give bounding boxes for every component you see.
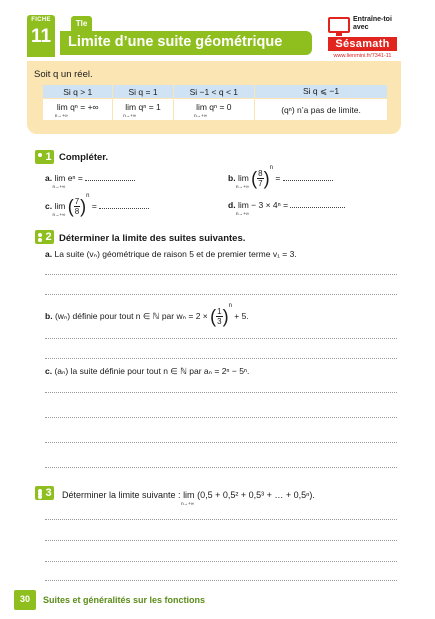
level-dot-icon — [38, 238, 42, 242]
denominator: 3 — [217, 317, 222, 327]
exercise-1c: c. lim n→+∞ ( $\frac{7}{8}$ )$^n$ = — [45, 193, 149, 217]
exercise-2-badge — [35, 230, 54, 244]
exercise-1-badge — [35, 150, 54, 164]
lim-subscript: n→+∞ — [194, 112, 207, 118]
item-text: + 5. — [234, 311, 249, 321]
level-dot-icon — [38, 495, 42, 499]
level-dot-icon — [38, 233, 42, 237]
definition-intro: Soit q un réel. — [34, 69, 93, 80]
answer-line[interactable] — [45, 417, 397, 418]
cell-expr: lim qⁿ = +∞ — [56, 101, 99, 112]
definition-box — [27, 61, 401, 134]
item-label: c. — [45, 366, 53, 376]
sesamath-link[interactable] — [328, 16, 397, 62]
cell-expr: (qⁿ) n’a pas de limite. — [281, 104, 361, 115]
item-label: b. — [228, 173, 236, 183]
answer-line[interactable] — [45, 540, 397, 541]
denominator: 7 — [258, 179, 263, 189]
exponent: n — [86, 193, 90, 199]
equals-sign: = — [91, 201, 97, 211]
table-cell — [255, 99, 388, 121]
lim-word: lim — [237, 173, 249, 183]
chapter-title: Suites et généralités sur les fonctions — [43, 595, 206, 605]
definition-table — [42, 84, 388, 121]
table-cell — [173, 99, 255, 121]
item-expr: lim − 3 × 4ⁿ = — [237, 200, 289, 210]
lim-word: lim — [54, 201, 66, 211]
table-cell — [113, 99, 173, 121]
table-header: Si q = 1 — [113, 85, 173, 99]
answer-blank[interactable] — [283, 180, 333, 181]
fiche-tab — [27, 15, 55, 57]
exercise-3-badge — [35, 486, 54, 500]
item-text: (aₙ) la suite définie pour tout n ∈ ℕ par aₙ = 2ⁿ − 5ⁿ. — [54, 366, 250, 376]
answer-line[interactable] — [45, 561, 397, 562]
exercise-2a — [45, 249, 297, 260]
exercise-1-title: Compléter. — [59, 152, 109, 163]
page-number-box — [14, 590, 36, 610]
item-label: d. — [228, 200, 236, 210]
fiche-number: 11 — [30, 26, 52, 47]
monitor-stand-icon — [336, 33, 342, 36]
exercise-1a — [45, 173, 135, 189]
lim-subscript: n→+∞ — [235, 184, 249, 189]
exercise-2c — [45, 366, 249, 377]
item-text: (wₙ) définie pour tout n ∈ ℕ par wₙ = 2 × — [54, 311, 208, 321]
sesamath-line2: avec — [353, 24, 369, 31]
answer-line[interactable] — [45, 392, 397, 393]
item-expr: lim eⁿ = — [54, 173, 83, 183]
sesamath-url[interactable]: www.lienmini.fr/7341-11 — [333, 53, 392, 59]
item-text: Déterminer la limite suivante : — [62, 490, 181, 500]
numerator: 1 — [217, 307, 222, 317]
item-label: c. — [45, 201, 53, 211]
table-cell — [43, 99, 113, 121]
level-dot-icon — [38, 153, 42, 157]
answer-blank[interactable] — [99, 208, 149, 209]
page-number: 30 — [19, 594, 30, 604]
monitor-icon — [328, 17, 350, 33]
exercise-3-statement — [62, 490, 315, 506]
lim-subscript: n→+∞ — [181, 501, 194, 506]
title-bar — [60, 31, 312, 55]
answer-line[interactable] — [45, 442, 397, 443]
exponent: n — [228, 303, 232, 309]
answer-line[interactable] — [45, 338, 397, 339]
item-label: a. — [45, 173, 53, 183]
exercise-number: 3 — [45, 487, 52, 499]
exercise-number: 2 — [45, 231, 52, 243]
denominator: 8 — [74, 207, 80, 217]
item-text: La suite (vₙ) géométrique de raison 5 et de premier terme v₁ = 3. — [54, 249, 297, 259]
answer-line[interactable] — [45, 294, 397, 295]
table-header: Si q ⩽ −1 — [255, 85, 388, 99]
exercise-1b: b. lim n→+∞ ( $\frac{8}{7}$ )$^n$ = — [228, 165, 333, 189]
answer-line[interactable] — [45, 467, 397, 468]
equals-sign: = — [275, 173, 281, 183]
lim-subscript: n→+∞ — [235, 211, 249, 216]
sesamath-tagline — [353, 16, 392, 32]
cell-expr: lim qⁿ = 0 — [196, 101, 232, 112]
table-header: Si q > 1 — [43, 85, 113, 99]
lim-word: lim — [183, 490, 195, 500]
fiche-label: FICHE — [31, 17, 51, 23]
level-badge: Tle — [71, 16, 92, 31]
answer-blank[interactable] — [85, 180, 135, 181]
cell-expr: lim qⁿ = 1 — [125, 101, 161, 112]
item-label: a. — [45, 249, 53, 259]
lim-subscript: n→+∞ — [54, 112, 68, 118]
lim-subscript: n→+∞ — [123, 112, 137, 118]
exercise-number: 1 — [45, 151, 52, 163]
page-title: Limite d’une suite géométrique — [68, 34, 283, 50]
lim-subscript: n→+∞ — [52, 212, 66, 217]
exercise-1d — [228, 200, 345, 216]
numerator: 7 — [74, 197, 80, 207]
answer-blank[interactable] — [290, 207, 345, 208]
lim-subscript: n→+∞ — [52, 184, 66, 189]
item-expr: (0,5 + 0,5² + 0,5³ + … + 0,5ⁿ). — [197, 490, 315, 500]
table-header: Si −1 < q < 1 — [173, 85, 255, 99]
answer-line[interactable] — [45, 274, 397, 275]
sesamath-logo: Sésamath — [328, 37, 397, 51]
exercise-2-title: Déterminer la limite des suites suivantes. — [59, 233, 246, 244]
sesamath-line1: Entraîne-toi — [353, 16, 392, 23]
exponent: n — [269, 165, 273, 171]
answer-line[interactable] — [45, 358, 397, 359]
answer-line[interactable] — [45, 580, 397, 581]
answer-line[interactable] — [45, 519, 397, 520]
exercise-2b: b. (wₙ) définie pour tout n ∈ ℕ par wₙ = 2 × ( $\frac{1}{3}$ )$^n$ + 5. — [45, 303, 249, 327]
numerator: 8 — [258, 169, 263, 179]
item-label: b. — [45, 311, 53, 321]
